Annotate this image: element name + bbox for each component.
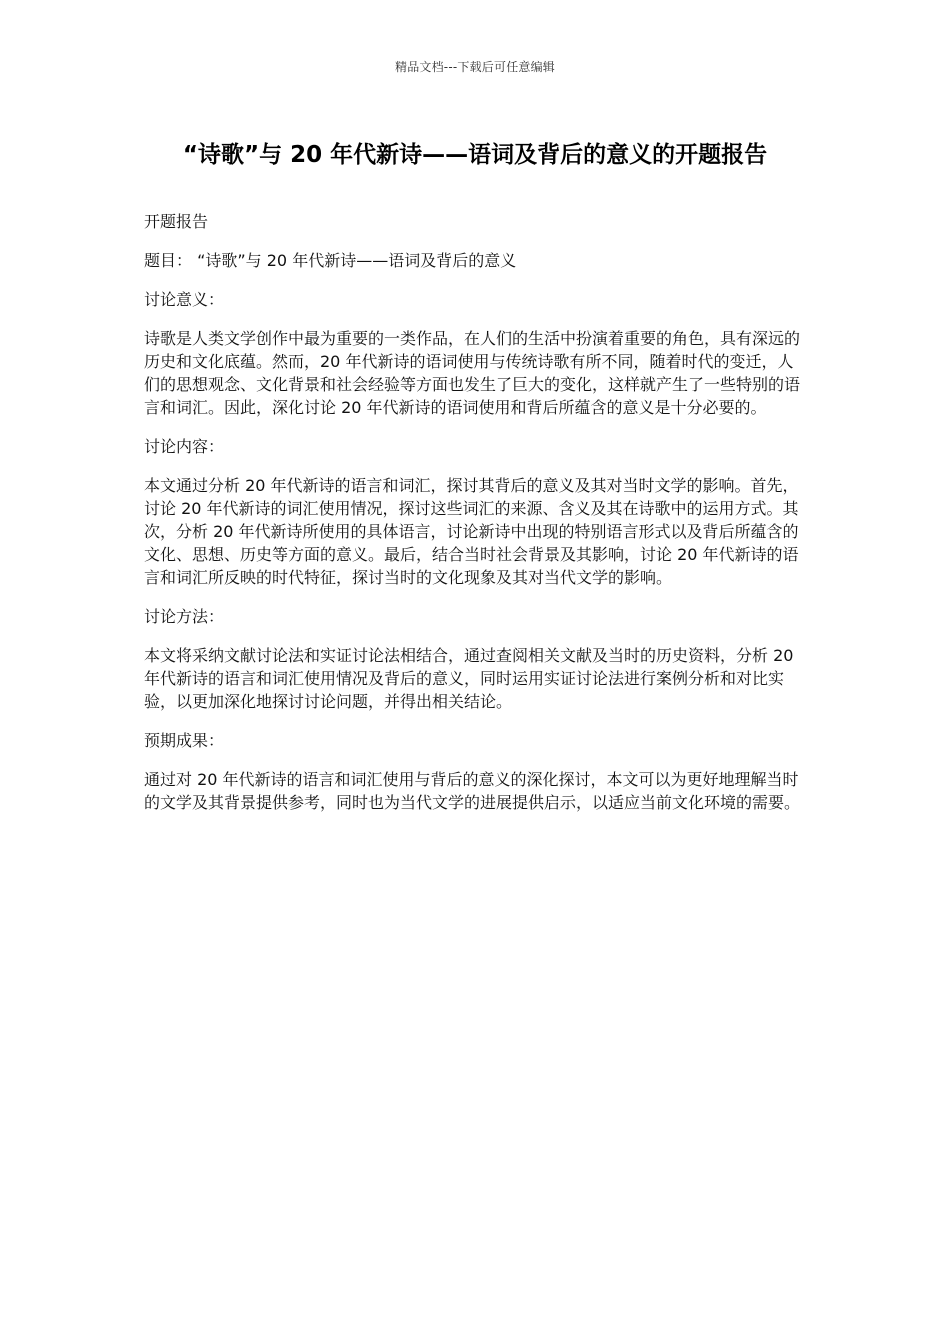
section-body-outcomes: 通过对 20 年代新诗的语言和词汇使用与背后的意义的深化探讨，本文可以为更好地理解当时的文学及其背景提供参考，同时也为当代文学的进展提供启示，以适应当前文化环境的需要。 <box>144 770 801 812</box>
section-body-significance: 诗歌是人类文学创作中最为重要的一类作品，在人们的生活中扮演着重要的角色，具有深远的历史和文化底蕴。然而，20 年代新诗的语词使用与传统诗歌有所不同，随着时代的变迁，人们的思想观念、文化背景和社会经验等方面也发生了巨大的变化，这样就产生了一些特别的语言和词汇。因此，深化讨论 20 年代新诗的语词使用和背后所蕴含的意义是十分必要的。 <box>144 329 801 417</box>
section-heading-outcomes: 预期成果： <box>144 731 225 750</box>
section-body-method: 本文将采纳文献讨论法和实证讨论法相结合，通过查阅相关文献及当时的历史资料，分析 20 年代新诗的语言和词汇使用情况及背后的意义，同时运用实证讨论法进行案例分析和对比实验，以更加深化地探讨讨论问题，并得出相关结论。 <box>144 646 794 711</box>
report-label: 开题报告 <box>144 212 209 231</box>
section-heading-content: 讨论内容： <box>144 437 225 456</box>
topic-line: 题目： “诗歌”与 20 年代新诗——语词及背后的意义 <box>144 251 517 270</box>
section-body-content: 本文通过分析 20 年代新诗的语言和词汇，探讨其背后的意义及其对当时文学的影响。首先，讨论 20 年代新诗的词汇使用情况，探讨这些词汇的来源、含义及其在诗歌中的运用方式。其次，分析 20 年代新诗所使用的具体语言，讨论新诗中出现的特别语言形式以及背后所蕴含的文化、思想、历史等方面的意义。最后，结合当时社会背景及其影响，讨论 20 年代新诗的语言和词汇所反映的时代特征，探讨当时的文化现象及其对当代文学的影响。 <box>144 476 799 587</box>
section-heading-significance: 讨论意义： <box>144 290 225 309</box>
document-title: “诗歌”与 20 年代新诗——语词及背后的意义的开题报告 <box>182 142 768 168</box>
header-note: 精品文档---下载后可任意编辑 <box>395 60 555 74</box>
section-heading-method: 讨论方法： <box>144 607 225 626</box>
document-body <box>144 210 808 830</box>
